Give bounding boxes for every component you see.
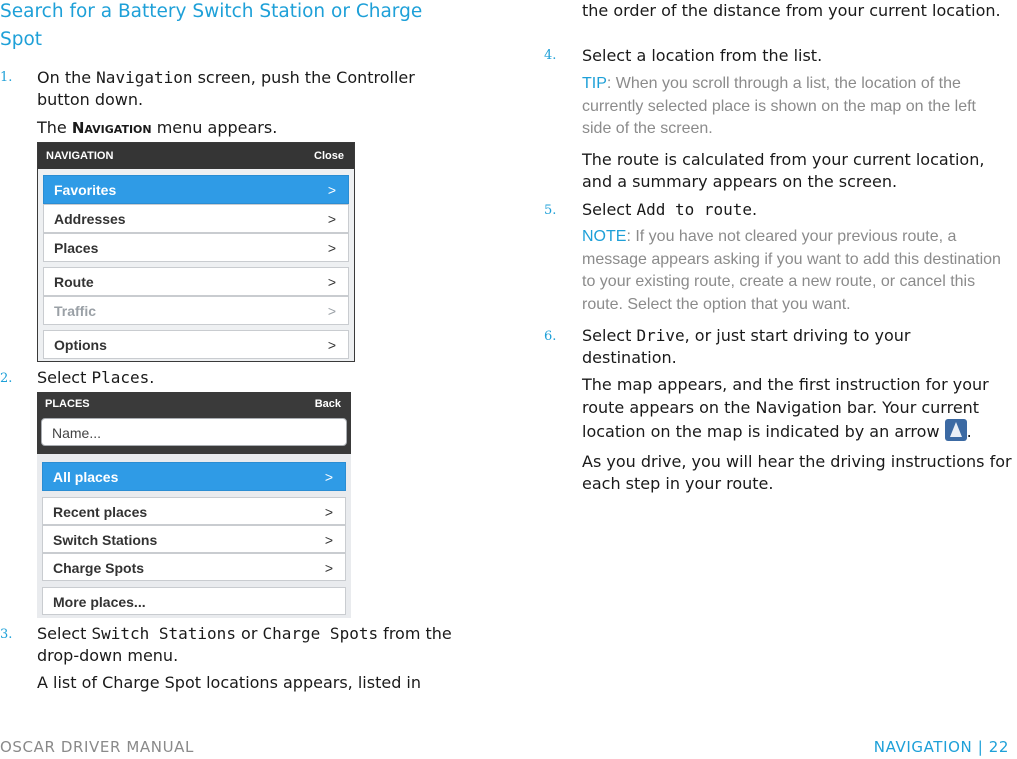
tip-label: TIP [582, 75, 607, 92]
chevron-right-icon: > [324, 532, 333, 548]
list-item-recent-places[interactable] [42, 497, 346, 525]
step-number: 2. [0, 371, 13, 386]
screen-titlebar [37, 392, 351, 416]
note-label: NOTE [582, 228, 627, 245]
text: . [966, 422, 972, 441]
step-2-text [37, 367, 154, 389]
ui-label: Navigation [71, 119, 152, 137]
list-item-charge-spots[interactable] [42, 553, 346, 581]
step-6-text [582, 325, 972, 369]
search-input[interactable]: Name... [41, 418, 347, 446]
step-3-text [37, 623, 455, 667]
text: The [37, 118, 72, 137]
back-button[interactable]: Back [314, 398, 341, 410]
chevron-right-icon: > [327, 303, 336, 319]
menu-item-route[interactable] [43, 267, 349, 296]
screen-titlebar [38, 143, 354, 169]
step-5-text [582, 199, 757, 221]
tip-text: : When you scroll through a list, the location of the currently selected place is shown on the map on the left side of the screen. [582, 75, 976, 137]
chevron-right-icon: > [324, 469, 333, 485]
screen-header [37, 392, 351, 454]
menu-item-places[interactable] [43, 233, 349, 262]
list-item-switch-stations[interactable] [42, 525, 346, 553]
navigation-arrow-icon [945, 419, 967, 441]
text: Select [37, 368, 92, 387]
text: Select [37, 624, 92, 643]
text: menu appears. [151, 118, 278, 137]
tip-note [582, 73, 1002, 141]
list-item-all-places[interactable] [42, 462, 346, 491]
menu-item-addresses[interactable] [43, 204, 349, 233]
step-number: 4. [544, 48, 557, 63]
ui-label: Places [91, 368, 150, 387]
menu-item-label: Options [54, 337, 107, 353]
menu-item-favorites[interactable] [43, 175, 349, 204]
note-text: : If you have not cleared your previous route, a message appears asking if you want to add this destination to your existing route, create a new route, or cancel this route. Select the option that you want. [582, 228, 1001, 313]
menu-item-options[interactable] [43, 330, 349, 359]
chevron-right-icon: > [327, 240, 336, 256]
ui-label: Drive [636, 326, 685, 345]
list-item-label: Switch Stations [53, 532, 158, 548]
step-4-result: The route is calculated from your current location, and a summary appears on the screen. [582, 150, 985, 191]
chevron-right-icon: > [327, 274, 336, 290]
list-item-label: All places [53, 469, 119, 485]
list-item-label: Recent places [53, 504, 148, 520]
menu-item-label: Places [54, 240, 99, 256]
section-heading: Search for a Battery Switch Station or Charge Spot [0, 1, 423, 50]
menu-item-label: Route [54, 274, 94, 290]
ui-label: Switch Stations [91, 624, 236, 643]
text: from the drop-down menu. [37, 624, 452, 665]
text: or [235, 624, 263, 643]
ui-label: Charge Spots [262, 624, 379, 643]
menu-item-label: Traffic [54, 303, 97, 319]
chevron-right-icon: > [324, 504, 333, 520]
step-6-result-2: As you drive, you will hear the driving instructions for each step in your route. [582, 452, 1012, 493]
footer-page-number: NAVIGATION | 22 [873, 738, 1009, 756]
text: . [149, 368, 155, 387]
step-number: 5. [544, 203, 557, 218]
step-number: 1. [0, 70, 13, 85]
text: The map appears, and the first instruction for your route appears on the Navigation bar. Your current location on the map is indicated by an arrow [582, 375, 989, 441]
step-1-text [37, 67, 447, 111]
menu-item-traffic[interactable] [43, 296, 349, 325]
step-1-result [37, 117, 277, 139]
list-item-label: More places... [53, 594, 146, 610]
list-item-more-places[interactable] [42, 587, 346, 615]
step-6-result [582, 373, 1012, 443]
close-button[interactable]: Close [314, 150, 344, 162]
navigation-screenshot [37, 142, 355, 362]
step-number: 3. [0, 627, 13, 642]
places-screenshot [37, 392, 351, 618]
chevron-right-icon: > [324, 560, 333, 576]
note [582, 226, 1007, 316]
step-3-result-part1: A list of Charge Spot locations appears, listed in [37, 673, 422, 692]
screen-title: PLACES [45, 398, 90, 410]
ui-label: Navigation [96, 68, 193, 87]
chevron-right-icon: > [327, 337, 336, 353]
text: , or just start driving to your destination. [582, 326, 911, 367]
chevron-right-icon: > [327, 182, 336, 198]
step-3-result-part2: the order of the distance from your current location. [582, 1, 1001, 20]
footer-manual-title: OSCAR DRIVER MANUAL [0, 738, 194, 756]
ui-label: Add to route [636, 200, 753, 219]
text: Select [582, 200, 637, 219]
text: Select [582, 326, 637, 345]
list-item-label: Charge Spots [53, 560, 145, 576]
text: On the [37, 68, 97, 87]
menu-item-label: Favorites [54, 182, 117, 198]
screen-title: NAVIGATION [46, 150, 114, 162]
text: . [752, 200, 758, 219]
menu-item-label: Addresses [54, 211, 126, 227]
text: screen, push the Controller button down. [37, 68, 415, 109]
step-number: 6. [544, 329, 557, 344]
chevron-right-icon: > [327, 211, 336, 227]
step-4-text: Select a location from the list. [582, 46, 823, 65]
